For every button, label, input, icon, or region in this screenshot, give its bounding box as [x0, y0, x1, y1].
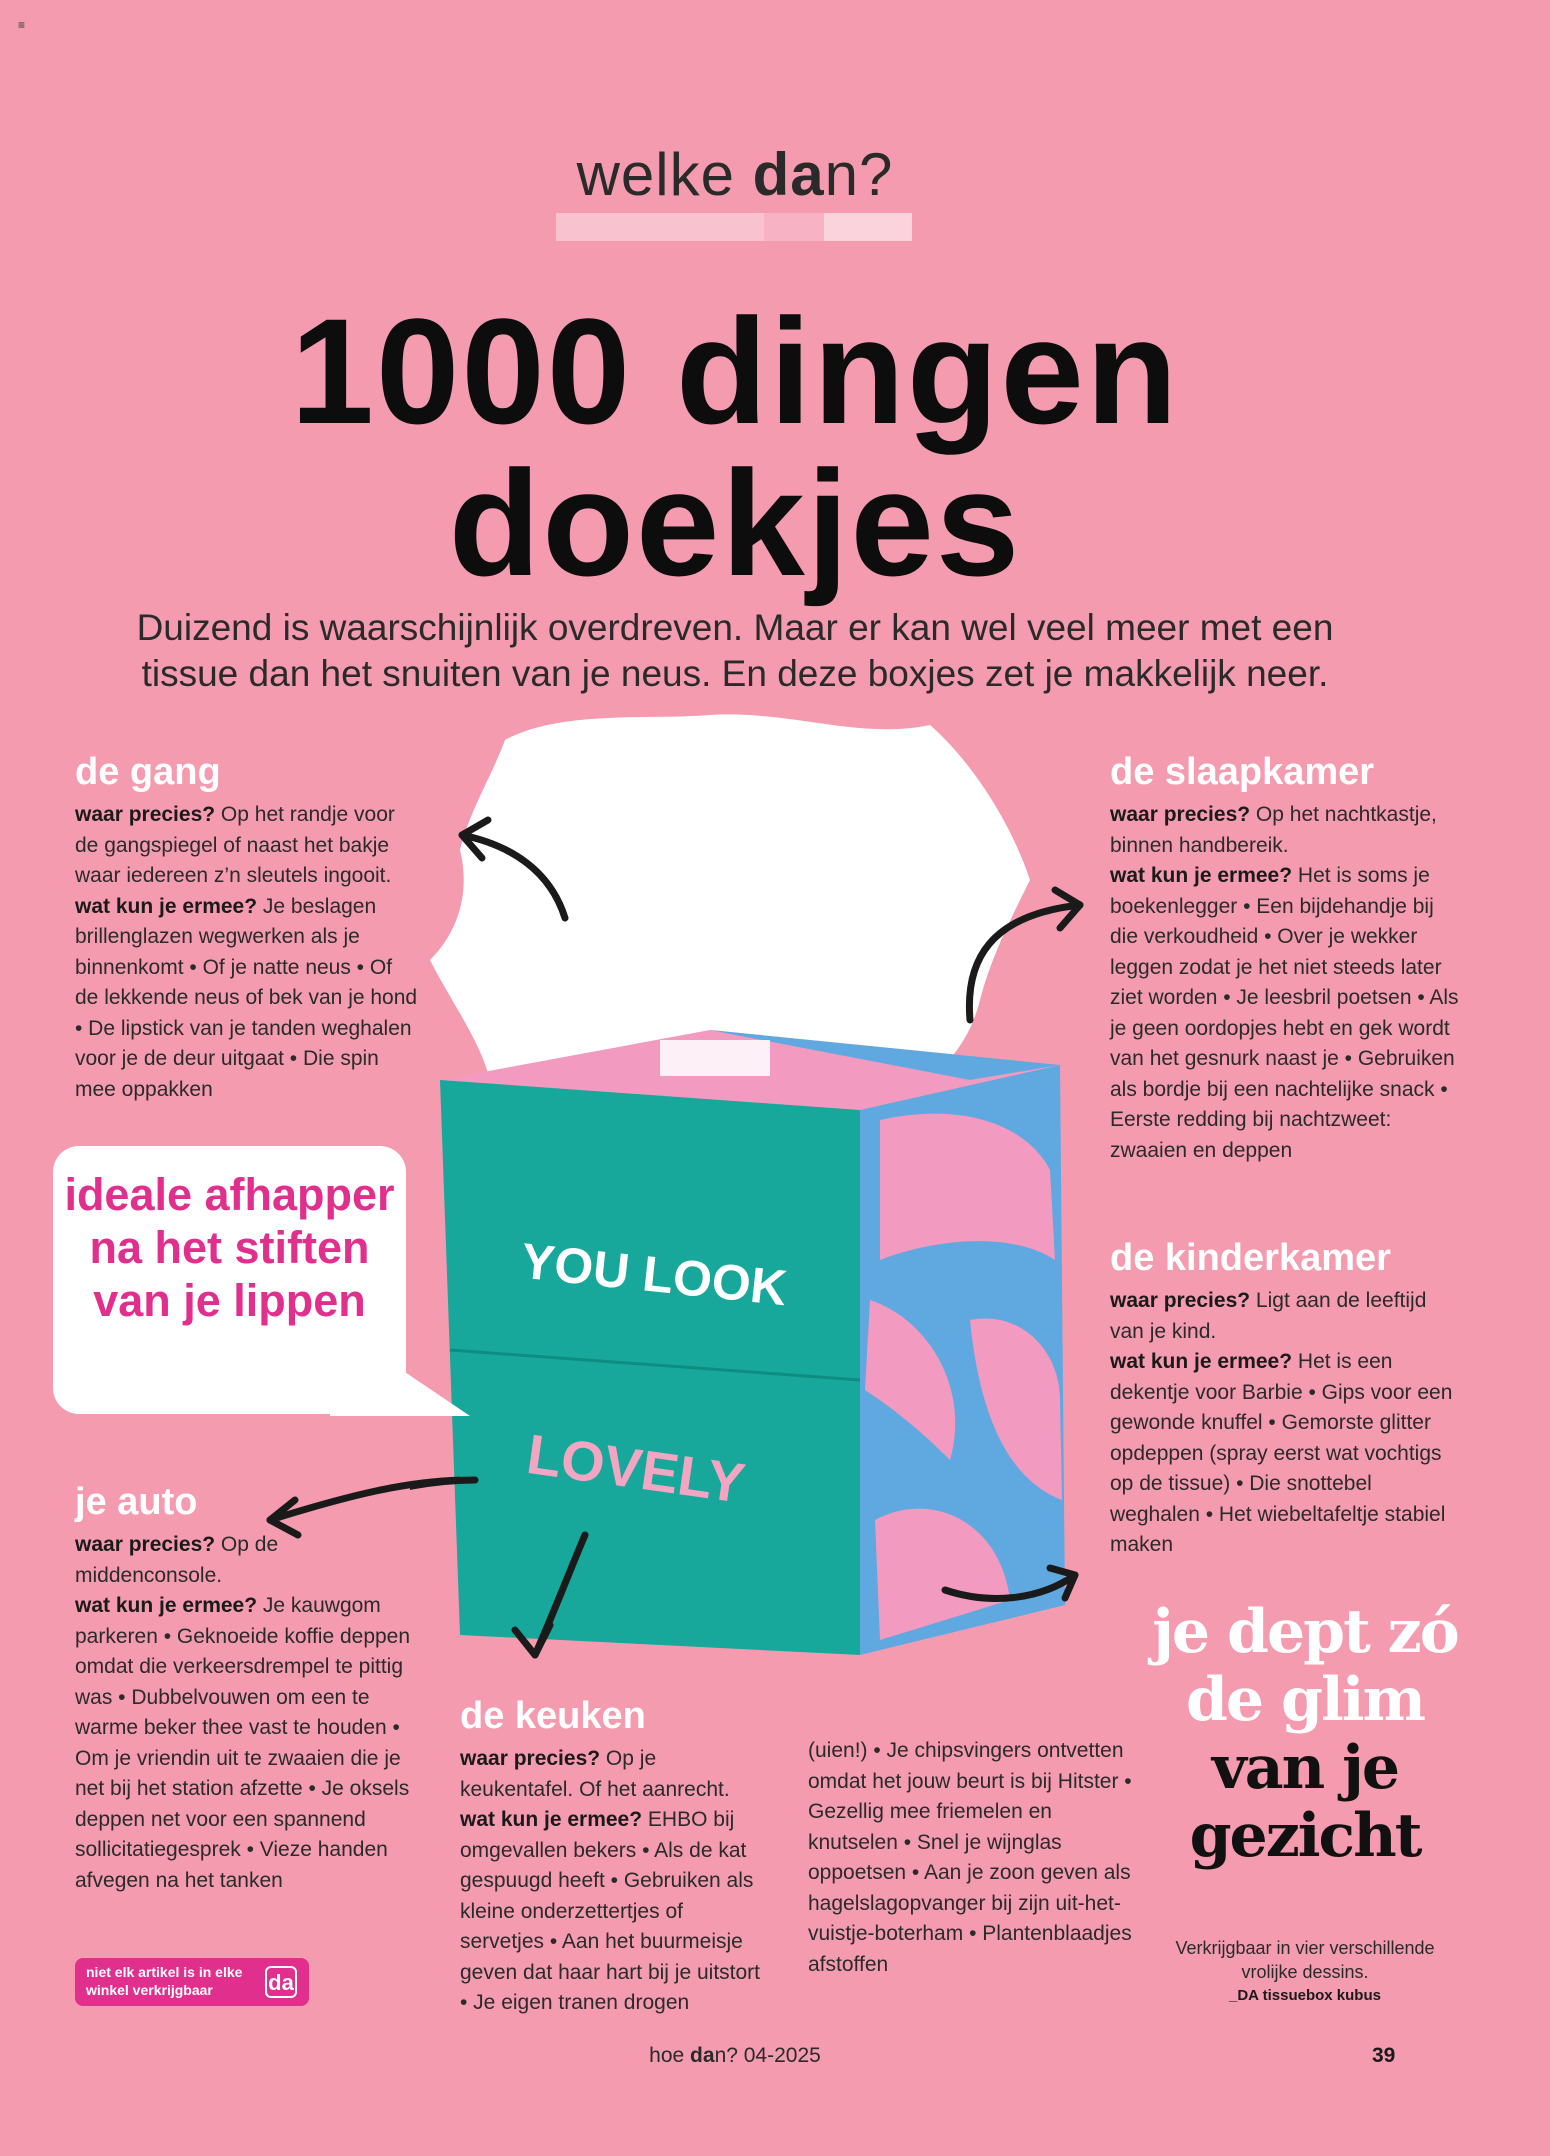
section-body: waar precies? Ligt aan de leeftijd van je kind. wat kun je ermee? Het is een dekentje voor Barbie • Gips voor een gewonde knuffel • Gemorste glitter opdeppen (spray eerst wat vochtigs op de tissue) • Die snottebel weghalen • Het wiebeltafeltje stabiel maken [1110, 1289, 1453, 1556]
headline [0, 287, 1470, 607]
kicker-underline [556, 213, 912, 241]
kicker: welke dan? [576, 141, 894, 208]
availability-text: Verkrijgbaar in vier verschillende vrolijke dessins. [1175, 1938, 1435, 1982]
box-label [660, 1040, 770, 1076]
page-number: 39 [1372, 2044, 1396, 2067]
pull-quote-white: je dept zó de glim [1152, 1597, 1458, 1735]
section-title: de keuken [460, 1695, 646, 1737]
section-kinderkamer [1110, 1238, 1460, 1561]
availability-note [1150, 1936, 1460, 2008]
box-text-line2: LOVELY [523, 1422, 749, 1515]
section-keuken-continued [808, 1736, 1138, 1980]
section-gang [75, 752, 420, 1105]
page-footer: hoe dan? 04-2025 [649, 2044, 821, 2067]
da-logo-icon: da [265, 1966, 297, 1998]
section-body: waar precies? Op het randje voor de gangspiegel of naast het bakje waar iedereen z’n sleutels ingooit. wat kun je ermee? Je beslagen brillenglazen wegwerken als je binnenkomt • Of je natte neus • Of de lekkende neus of bek van je hond • De lipstick van je tanden weghalen voor je de deur uitgaat • Die spin mee oppakken [75, 803, 418, 1101]
section-body: (uien!) • Je chipsvingers ontvetten omdat het jouw beurt is bij Hitster • Gezellig mee friemelen en knutselen • Snel je wijnglas oppoetsen • Aan je zoon geven als hagelslagopvanger bij zijn uit-het-vuistje-boterham • Plantenblaadjes afstoffen [808, 1739, 1132, 1976]
lede: Duizend is waarschijnlijk overdreven. Maar er kan wel veel meer met een tissue dan het snuiten van je neus. En deze boxjes zet je makkelijk neer. [136, 607, 1334, 694]
availability-badge-text: niet elk artikel is in elke winkel verkrijgbaar [86, 1964, 243, 1998]
pull-quote-dark: van je gezicht [1189, 1733, 1421, 1871]
headline-line2: doekjes [448, 439, 1022, 607]
section-keuken [460, 1696, 760, 2019]
menu-icon[interactable]: ≡ [18, 18, 26, 32]
box-text-line1: YOU LOOK [518, 1232, 790, 1317]
pull-quote [1120, 1598, 1490, 1870]
section-slaapkamer [1110, 752, 1460, 1166]
box-front [440, 1080, 860, 1655]
section-auto [75, 1482, 415, 1896]
speech-bubble-text: ideale afhapper na het stiften van je lippen [64, 1169, 395, 1326]
section-body: waar precies? Op de middenconsole. wat kun je ermee? Je kauwgom parkeren • Geknoeide koffie deppen omdat die verkeersdrempel te pittig was • Dubbelvouwen om een te warme beker thee vast te houden • Om je vriendin uit te zwaaien die je net bij het station afzette • Je oksels deppen net voor een spannend sollicitatiegesprek • Vieze handen afvegen na het tanken [75, 1533, 411, 1892]
section-body: waar precies? Op het nachtkastje, binnen handbereik. wat kun je ermee? Het is soms je boekenlegger • Een bijdehandje bij die verkoudheid • Over je wekker leggen zodat je het niet steeds later ziet worden • Je leesbril poetsen • Als je geen oordopjes hebt en gek wordt van het gesnurk naast je • Gebruiken als bordje bij een nachtelijke snack • Eerste redding bij nachtzweet: zwaaien en deppen [1110, 803, 1459, 1162]
section-title: je auto [75, 1481, 198, 1523]
section-title: de kinderkamer [1110, 1237, 1391, 1279]
section-title: de slaapkamer [1110, 751, 1375, 793]
speech-bubble-tail [330, 1362, 470, 1422]
section-body: waar precies? Op je keukentafel. Of het aanrecht. wat kun je ermee? EHBO bij omgevallen bekers • Als de kat gespuugd heeft • Gebruiken als kleine onderzettertjes of servetjes • Aan het buurmeisje geven dat haar hart bij je uitstort • Je eigen tranen drogen [460, 1747, 761, 2014]
section-title: de gang [75, 751, 221, 793]
headline-line1: 1000 dingen [290, 287, 1180, 455]
tissue-box-illustration [410, 700, 1170, 1700]
tissue-paper [430, 714, 1030, 1080]
product-name: _DA tissuebox kubus [1229, 1987, 1381, 2004]
